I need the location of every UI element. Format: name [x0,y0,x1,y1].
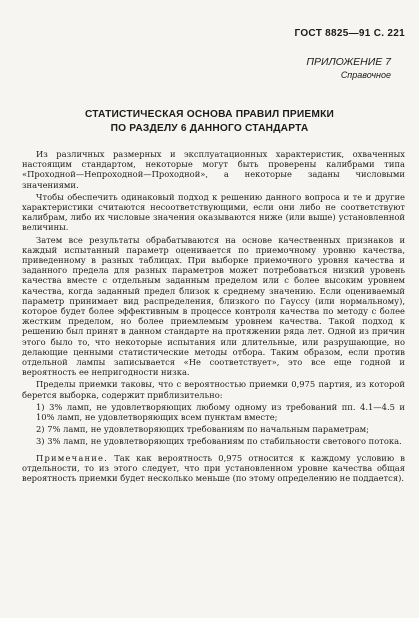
note-paragraph [22,453,405,484]
paragraph-4: Пределы приемки таковы, что с вероятностью приемки 0,975 партия, из которой берется выборка, содержит приблизительно: [22,379,405,400]
note-label: Примечание. [36,452,109,463]
appendix-title: ПРИЛОЖЕНИЕ 7 [306,56,391,68]
appendix-label [306,56,391,80]
list-item-2: 2) 7% ламп, не удовлетворяющих требованиям по начальным параметрам; [36,424,369,435]
section-title-line2: ПО РАЗДЕЛУ 6 ДАННОГО СТАНДАРТА [110,123,309,134]
list-item-3: 3) 3% ламп, не удовлетворяющих требованиям по стабильности светового потока. [36,436,402,447]
note-text: Так как вероятность 0,975 относится к каждому условию в отдельности, то из этого следует, что при установленном уровне качества общая вероятность приемки будет несколько меньше (по этому определению не поддается). [22,452,405,484]
body-text [22,149,405,485]
list-item-1: 1) 3% ламп, не удовлетворяющих любому одному из требований пп. 4.1—4.5 и 10% ламп, не удовлетворяющих всем пунктам вместе; [36,401,405,423]
page-header: ГОСТ 8825—91 С. 221 [294,28,405,39]
paragraph-1: Из различных размерных и эксплуатационных характеристик, охваченных настоящим стандартом, некоторые могут быть проверены калибрами типа «Проходной—Непроходной—Проходной», а некоторые заданы числовыми значениями. [22,149,405,190]
section-title-line1: СТАТИСТИЧЕСКАЯ ОСНОВА ПРАВИЛ ПРИЕМКИ [84,109,335,120]
paragraph-3: Затем все результаты обрабатываются на основе качественных признаков и каждый испытанный параметр оценивается по приемочному уровню качества, приведенному в разных таблицах. При выборке приемочного уровня качества и заданного предела для разных параметров может потребоваться низкий уровень качества вместе с отдельным заданным пределом или с более высоким уровнем качества, когда заданный предел близок к среднему значению. Если оцениваемый параметр принимает вид распределения, близкого по Гауссу (или нормальному), которое будет более эффективным в процессе контроля качества по методу с более жестким пределом, но более приемлемым уровнем качества. Такой подход к решению был принят в данном стандарте на протяжении ряда лет. Одной из причин этого было то, что некоторые испытания или длительные, или разрушающие, но делающие ценными статистические методы отбора. Таким образом, если против отдельной лампы записывается «Не соответствует», это все еще годной и вероятность ее непригодности низка. [22,234,405,378]
appendix-subtitle: Справочное [340,70,391,80]
section-title [40,108,379,136]
paragraph-2: Чтобы обеспечить одинаковый подход к решению данного вопроса и те и другие характеристики считаются несоответствующими, если они либо не соответствуют калибрам, либо их числовые значения оказываются ниже (или выше) установленной величины. [22,191,405,233]
